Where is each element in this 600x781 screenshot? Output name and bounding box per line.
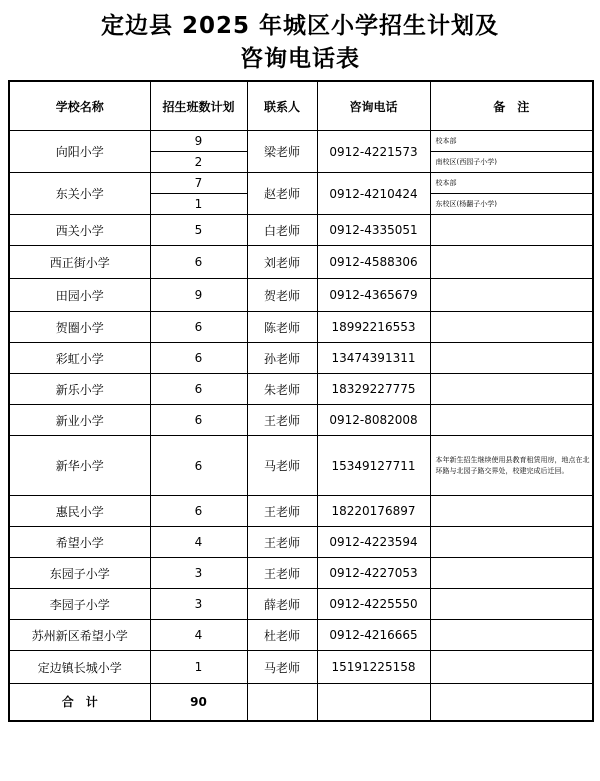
phone-number: 0912-8082008 xyxy=(317,405,430,436)
table-row xyxy=(9,527,593,558)
class-count: 7 xyxy=(150,173,247,194)
school-name: 贺圈小学 xyxy=(9,312,150,343)
school-name: 苏州新区希望小学 xyxy=(9,620,150,651)
class-count: 6 xyxy=(150,343,247,374)
table-row xyxy=(9,558,593,589)
header-row xyxy=(9,81,593,131)
phone-number: 18329227775 xyxy=(317,374,430,405)
page-title-line-2: 咨询电话表 xyxy=(240,46,360,72)
contact-person: 王老师 xyxy=(247,405,317,436)
note-cell xyxy=(430,651,593,684)
school-name: 西正街小学 xyxy=(9,246,150,279)
note-cell: 校本部 xyxy=(430,173,593,194)
phone-number: 15191225158 xyxy=(317,651,430,684)
table-row xyxy=(9,436,593,496)
phone-number: 0912-4365679 xyxy=(317,279,430,312)
table-row xyxy=(9,215,593,246)
header-classes: 招生班数计划 xyxy=(150,81,247,131)
contact-person: 马老师 xyxy=(247,651,317,684)
class-count: 1 xyxy=(150,194,247,215)
school-name: 新华小学 xyxy=(9,436,150,496)
phone-number: 0912-4335051 xyxy=(317,215,430,246)
total-label: 合 计 xyxy=(9,684,150,721)
table-row xyxy=(9,620,593,651)
school-name: 李园子小学 xyxy=(9,589,150,620)
phone-number: 0912-4210424 xyxy=(317,173,430,215)
empty-cell xyxy=(247,684,317,721)
class-count: 6 xyxy=(150,374,247,405)
phone-number: 18992216553 xyxy=(317,312,430,343)
table-row xyxy=(9,131,593,152)
class-count: 6 xyxy=(150,405,247,436)
school-name: 新乐小学 xyxy=(9,374,150,405)
phone-number: 0912-4227053 xyxy=(317,558,430,589)
contact-person: 马老师 xyxy=(247,436,317,496)
note-cell: 南校区(西园子小学) xyxy=(430,152,593,173)
class-count: 6 xyxy=(150,436,247,496)
class-count: 4 xyxy=(150,620,247,651)
class-count: 6 xyxy=(150,246,247,279)
phone-number: 0912-4223594 xyxy=(317,527,430,558)
phone-number: 15349127711 xyxy=(317,436,430,496)
contact-person: 杜老师 xyxy=(247,620,317,651)
class-count: 3 xyxy=(150,589,247,620)
phone-number: 0912-4225550 xyxy=(317,589,430,620)
enrollment-table xyxy=(8,80,594,722)
note-cell xyxy=(430,620,593,651)
class-count: 6 xyxy=(150,312,247,343)
note-cell xyxy=(430,558,593,589)
table-row xyxy=(9,279,593,312)
contact-person: 朱老师 xyxy=(247,374,317,405)
contact-person: 薛老师 xyxy=(247,589,317,620)
total-classes: 90 xyxy=(150,684,247,721)
header-phone: 咨询电话 xyxy=(317,81,430,131)
contact-person: 王老师 xyxy=(247,558,317,589)
note-cell xyxy=(430,246,593,279)
phone-number: 13474391311 xyxy=(317,343,430,374)
contact-person: 孙老师 xyxy=(247,343,317,374)
total-row xyxy=(9,684,593,721)
table-row xyxy=(9,651,593,684)
contact-person: 贺老师 xyxy=(247,279,317,312)
note-cell: 本年新生招生继续使用县教育租赁用房，地点在北环路与北园子路交界处，校建完成后迁回。 xyxy=(430,436,593,496)
school-name: 定边镇长城小学 xyxy=(9,651,150,684)
school-name: 新业小学 xyxy=(9,405,150,436)
header-note: 备 注 xyxy=(430,81,593,131)
note-cell xyxy=(430,279,593,312)
contact-person: 赵老师 xyxy=(247,173,317,215)
note-cell xyxy=(430,215,593,246)
class-count: 1 xyxy=(150,651,247,684)
header-school: 学校名称 xyxy=(9,81,150,131)
note-cell: 校本部 xyxy=(430,131,593,152)
phone-number: 0912-4588306 xyxy=(317,246,430,279)
school-name: 向阳小学 xyxy=(9,131,150,173)
table-row xyxy=(9,374,593,405)
school-name: 东关小学 xyxy=(9,173,150,215)
empty-cell xyxy=(430,684,593,721)
note-cell xyxy=(430,527,593,558)
note-cell: 东校区(杨翻子小学) xyxy=(430,194,593,215)
table-row xyxy=(9,312,593,343)
contact-person: 王老师 xyxy=(247,527,317,558)
contact-person: 梁老师 xyxy=(247,131,317,173)
table-row xyxy=(9,496,593,527)
class-count: 5 xyxy=(150,215,247,246)
school-name: 西关小学 xyxy=(9,215,150,246)
table-row xyxy=(9,173,593,194)
school-name: 彩虹小学 xyxy=(9,343,150,374)
table-row xyxy=(9,343,593,374)
school-name: 惠民小学 xyxy=(9,496,150,527)
table-row xyxy=(9,405,593,436)
empty-cell xyxy=(317,684,430,721)
class-count: 4 xyxy=(150,527,247,558)
contact-person: 陈老师 xyxy=(247,312,317,343)
table-row xyxy=(9,589,593,620)
school-name: 田园小学 xyxy=(9,279,150,312)
class-count: 9 xyxy=(150,279,247,312)
note-cell xyxy=(430,589,593,620)
note-cell xyxy=(430,496,593,527)
note-cell xyxy=(430,374,593,405)
class-count: 2 xyxy=(150,152,247,173)
note-cell xyxy=(430,405,593,436)
phone-number: 0912-4221573 xyxy=(317,131,430,173)
school-name: 希望小学 xyxy=(9,527,150,558)
class-count: 3 xyxy=(150,558,247,589)
contact-person: 王老师 xyxy=(247,496,317,527)
table-row xyxy=(9,246,593,279)
class-count: 6 xyxy=(150,496,247,527)
class-count: 9 xyxy=(150,131,247,152)
school-name: 东园子小学 xyxy=(9,558,150,589)
phone-number: 18220176897 xyxy=(317,496,430,527)
contact-person: 白老师 xyxy=(247,215,317,246)
phone-number: 0912-4216665 xyxy=(317,620,430,651)
note-cell xyxy=(430,312,593,343)
note-cell xyxy=(430,343,593,374)
contact-person: 刘老师 xyxy=(247,246,317,279)
page-title-line-1: 定边县 2025 年城区小学招生计划及 xyxy=(100,13,500,39)
header-contact: 联系人 xyxy=(247,81,317,131)
